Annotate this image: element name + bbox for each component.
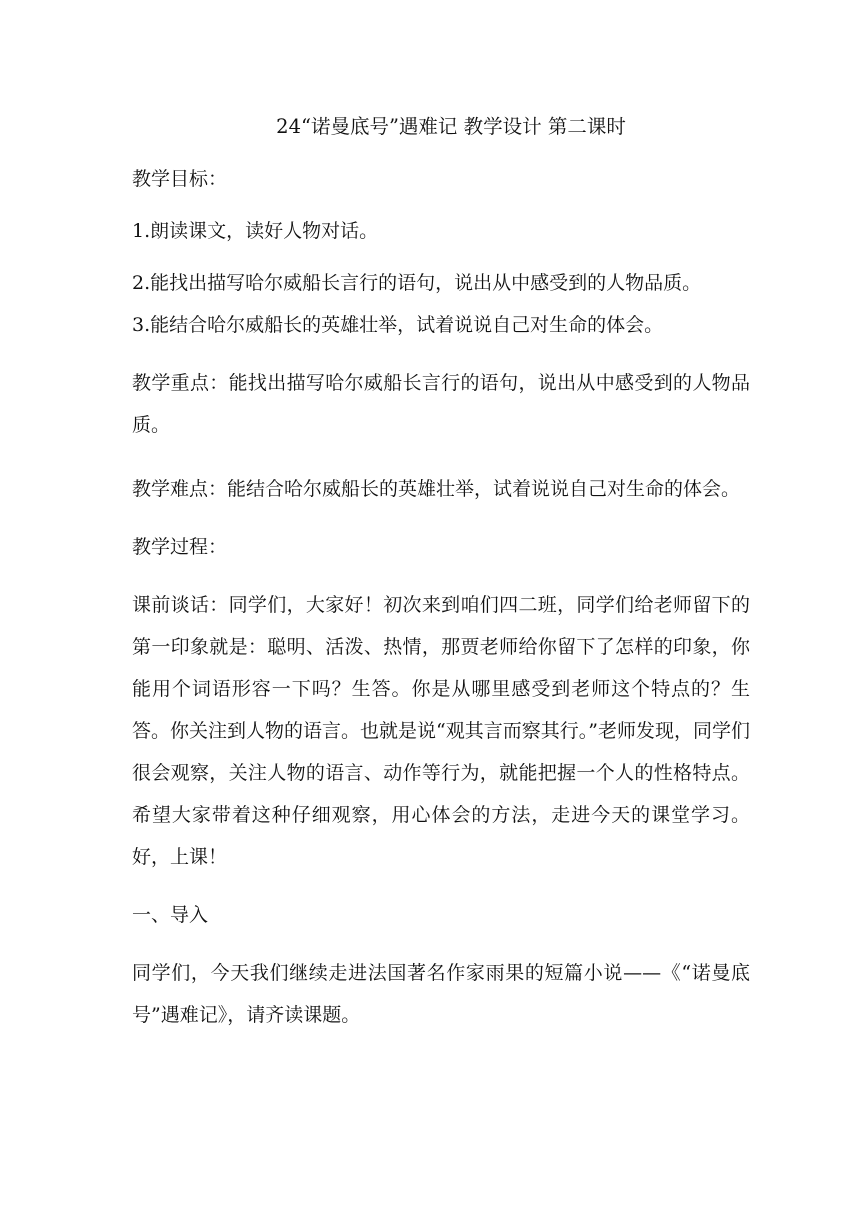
objectives-heading: 教学目标：	[132, 168, 228, 190]
key-point: 教学重点：能找出描写哈尔威船长言行的语句，说出从中感受到的人物品质。	[132, 372, 750, 436]
objective-3: 3.能结合哈尔威船长的英雄壮举，试着说说自己对生命的体会。	[132, 314, 664, 336]
difficult-point: 教学难点：能结合哈尔威船长的英雄壮举，试着说说自己对生命的体会。	[132, 478, 741, 500]
process-heading: 教学过程：	[132, 536, 228, 558]
document-title: 24“诺曼底号”遇难记 教学设计 第二课时	[276, 115, 626, 138]
pre-class-talk: 课前谈话：同学们，大家好！初次来到咱们四二班，同学们给老师留下的第一印象就是：聪明、活泼、热情，那贾老师给你留下了怎样的印象，你能用个词语形容一下吗？生答。你是从哪里感受到老师这个特点的？生答。你关注到人物的语言。也就是说“观其言而察其行。”老师发现，同学们很会观察，关注人物的语言、动作等行为，就能把握一个人的性格特点。希望大家带着这种仔细观察，用心体会的方法，走进今天的课堂学习。好，上课！	[132, 594, 750, 868]
objective-2: 2.能找出描写哈尔威船长言行的语句，说出从中感受到的人物品质。	[132, 272, 702, 294]
section-1-text: 同学们，今天我们继续走进法国著名作家雨果的短篇小说——《“诺曼底号”遇难记》，请齐读课题。	[132, 962, 750, 1026]
section-1-heading: 一、导入	[132, 904, 209, 926]
objective-1: 1.朗读课文，读好人物对话。	[132, 220, 379, 242]
